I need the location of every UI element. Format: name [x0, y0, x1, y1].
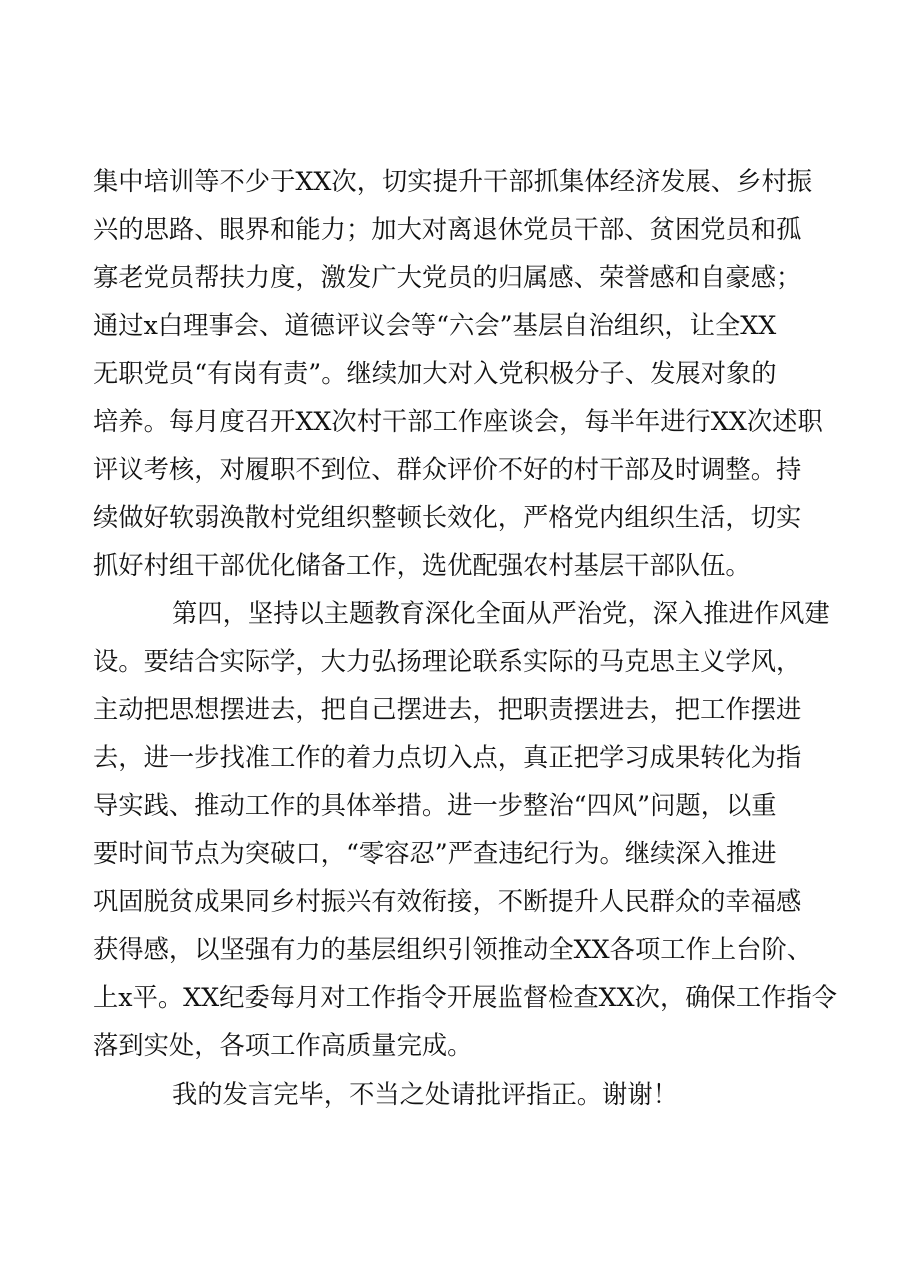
text-line-content: 设。要结合实际学，大力弘扬理论联系实际的马克思主义学风，	[93, 647, 802, 676]
text-line	[0, 1021, 909, 1071]
text-line-content: 我的发言完毕，不当之处请批评指正。谢谢！	[172, 1080, 678, 1109]
text-line-content: 培养。每月度召开XX次村干部工作座谈会，每半年进行XX次述职	[93, 407, 823, 436]
text-line	[0, 301, 909, 351]
text-line-content: 评议考核，对履职不到位、群众评价不好的村干部及时调整。持	[93, 455, 802, 484]
text-line-content: 兴的思路、眼界和能力；加大对离退休党员干部、贫困党员和孤	[93, 215, 802, 244]
text-line	[0, 589, 909, 639]
text-line	[0, 637, 909, 687]
text-line-content: 巩固脱贫成果同乡村振兴有效衔接，不断提升人民群众的幸福感	[93, 887, 802, 916]
text-line-content: 要时间节点为突破口，“零容忍”严查违纪行为。继续深入推进	[93, 839, 777, 868]
text-line	[0, 445, 909, 495]
text-line	[0, 685, 909, 735]
text-line	[0, 877, 909, 927]
text-line-content: 集中培训等不少于XX次，切实提升干部抓集体经济发展、乡村振	[93, 167, 813, 196]
text-line	[0, 253, 909, 303]
text-line	[0, 493, 909, 543]
text-line	[0, 397, 909, 447]
text-line	[0, 205, 909, 255]
text-line	[0, 973, 909, 1023]
text-line-content: 通过x白理事会、道德评议会等“六会”基层自治组织，让全XX	[93, 311, 777, 340]
text-line	[0, 781, 909, 831]
text-line-content: 主动把思想摆进去，把自己摆进去，把职责摆进去，把工作摆进	[93, 695, 802, 724]
text-line	[0, 349, 909, 399]
text-line-content: 导实践、推动工作的具体举措。进一步整治“四风”问题，以重	[93, 791, 777, 820]
text-line-content: 寡老党员帮扶力度，激发广大党员的归属感、荣誉感和自豪感；	[93, 263, 802, 292]
text-line-content: 落到实处，各项工作高质量完成。	[93, 1031, 473, 1060]
text-line-content: 上x平。XX纪委每月对工作指令开展监督检查XX次，确保工作指令	[93, 983, 838, 1012]
text-line-content: 第四，坚持以主题教育深化全面从严治党，深入推进作风建	[172, 599, 830, 628]
text-line-content: 抓好村组干部优化储备工作，选优配强农村基层干部队伍。	[93, 551, 751, 580]
text-line-content: 获得感，以坚强有力的基层组织引领推动全XX各项工作上台阶、	[93, 935, 813, 964]
text-line-content: 续做好软弱涣散村党组织整顿长效化，严格党内组织生活，切实	[93, 503, 802, 532]
text-line	[0, 829, 909, 879]
text-line-content: 去，进一步找准工作的着力点切入点，真正把学习成果转化为指	[93, 743, 802, 772]
text-line	[0, 541, 909, 591]
text-line	[0, 733, 909, 783]
text-line	[0, 925, 909, 975]
text-line-content: 无职党员“有岗有责”。继续加大对入党积极分子、发展对象的	[93, 359, 777, 388]
text-line	[0, 1070, 909, 1120]
text-line	[0, 157, 909, 207]
